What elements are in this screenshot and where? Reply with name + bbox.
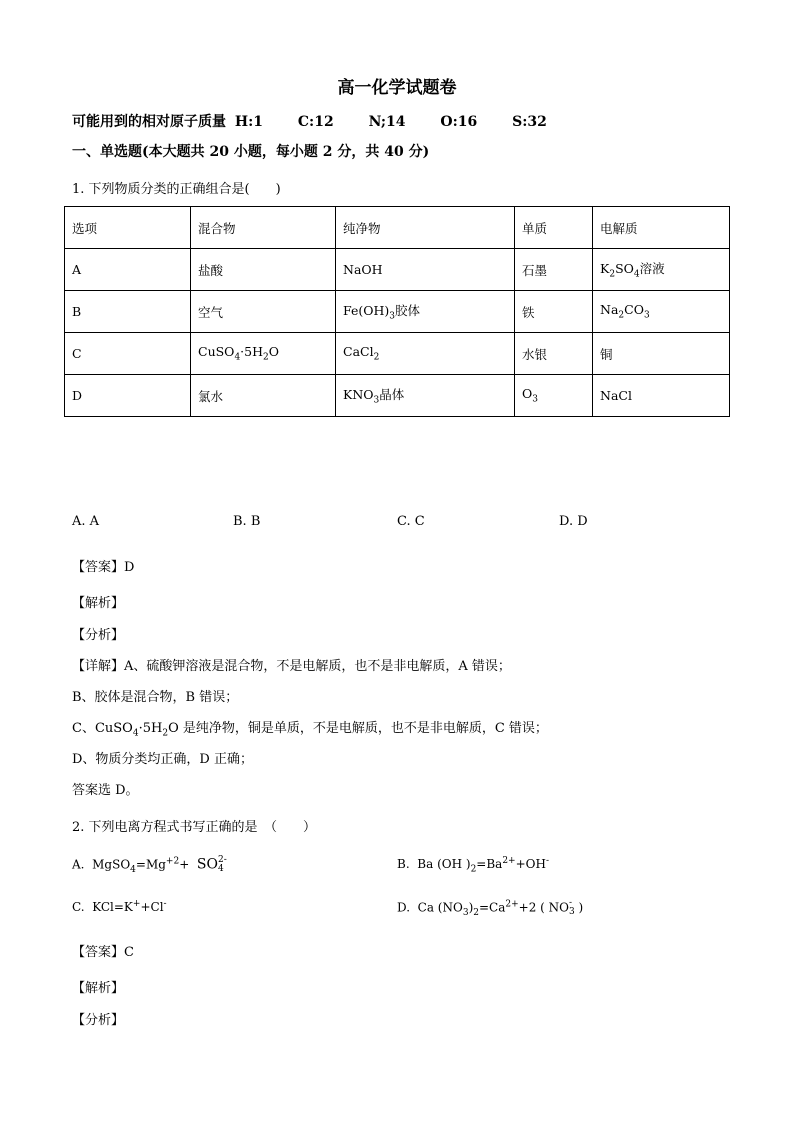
q2-option-a: A. $MgSO_4=Mg^{+2}+$ SO 2- 4 [72,855,227,875]
mass-o: O:16 [440,114,478,130]
q2-option-c: C. KCl=K++Cl- [72,899,167,914]
cell-option: D [65,375,191,417]
table-row [65,291,730,333]
q2-fenxi: 【分析】 [72,1013,125,1028]
cell-option: A [65,249,191,291]
answer-value: C [124,945,134,960]
choice-d: D. D [559,514,588,529]
cell-mixture: 氯水 [191,375,336,417]
mass-h: H:1 [234,114,264,130]
page-title: 高一化学试题卷 [337,78,457,98]
cell-mixture: $CuSO_4\cdot 5H_2O$ [191,333,336,375]
cell-pure: CaCl$_2$ [336,333,515,375]
choice-b: B. B [233,514,261,529]
q1-answer [72,556,134,575]
question-1-stem: 1. 下列物质分类的正确组合是( ) [72,182,281,197]
cell-electrolyte: $Na_2CO_3$ [593,291,730,333]
q1-detail-4: D、物质分类均正确，D 正确； [72,752,253,767]
detail-label: 【详解】 [72,659,125,674]
q1-jiexi: 【解析】 [72,596,125,611]
table-row [65,333,730,375]
cell-element: 水银 [515,333,593,375]
classification-table [64,206,730,417]
atomic-masses-line [72,111,547,131]
mass-s: S:32 [512,114,547,130]
cell-pure: $Fe(OH)_3$胶体 [336,291,515,333]
mass-c: C:12 [297,114,334,130]
cell-electrolyte: $K_2SO_4$溶液 [593,249,730,291]
mass-n: N;14 [368,114,406,130]
answer-label: 【答案】 [72,560,125,575]
cell-element: 铁 [515,291,593,333]
header-mixture: 混合物 [191,207,336,249]
header-electrolyte: 电解质 [593,207,730,249]
q2-answer [72,941,134,960]
table-header-row [65,207,730,249]
cell-pure: $KNO_3$晶体 [336,375,515,417]
atomic-masses-label: 可能用到的相对原子质量 [72,114,226,130]
header-option: 选项 [65,207,191,249]
cell-electrolyte: 铜 [593,333,730,375]
choice-c: C. C [397,514,425,529]
cell-mixture: 空气 [191,291,336,333]
q1-detail-3: C、$CuSO_4\cdot 5H_2O$ 是纯净物，铜是单质，不是电解质，也不是非电解质，C 错误； [72,721,548,739]
cell-electrolyte: NaCl [593,375,730,417]
q2-option-b: B. Ba (OH )$_2=Ba^{2+}+OH^-$ [397,856,550,875]
q1-detail-2: B、胶体是混合物，B 错误； [72,690,239,705]
q2-jiexi: 【解析】 [72,981,125,996]
answer-value: D [124,560,135,575]
section-heading: 一、单选题(本大题共 20 小题，每小题 2 分，共 40 分) [72,144,430,160]
cell-option: C [65,333,191,375]
answer-label: 【答案】 [72,945,125,960]
q1-fenxi: 【分析】 [72,628,125,643]
cell-pure: NaOH [336,249,515,291]
cell-option: B [65,291,191,333]
table-row [65,249,730,291]
choice-a: A. A [72,514,100,529]
cell-mixture: 盐酸 [191,249,336,291]
header-pure: 纯净物 [336,207,515,249]
question-2-stem: 2. 下列电离方程式书写正确的是 （ ） [72,820,317,835]
table-row [65,375,730,417]
cell-element: 石墨 [515,249,593,291]
q1-detail-1: 【详解】A、硫酸钾溶液是混合物，不是电解质，也不是非电解质，A 错误； [72,659,511,674]
cell-element: $O_3$ [515,375,593,417]
header-element: 单质 [515,207,593,249]
q2-option-d: D. Ca $(NO_3)_2=Ca^{2+}+2$ ( NO - 3 ) [397,898,584,918]
q1-conclusion: 答案选 D。 [72,783,139,798]
